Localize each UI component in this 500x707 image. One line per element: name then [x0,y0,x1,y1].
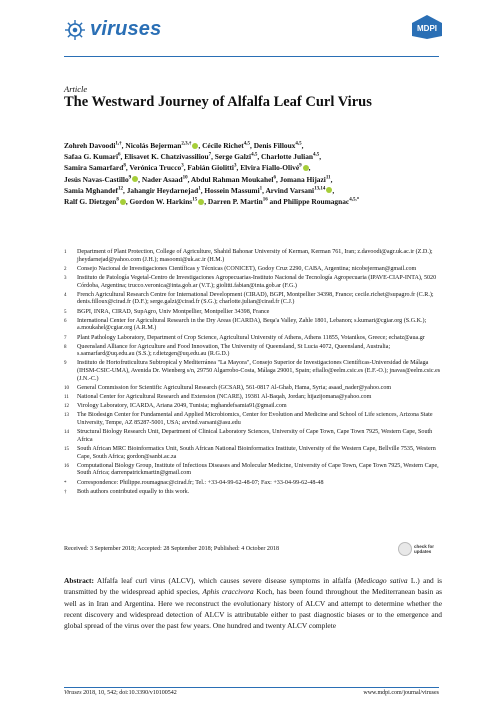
abstract-label: Abstract: [64,576,94,585]
author-affiliation-ref: 10 [182,175,188,181]
affiliation-text: Consejo Nacional de Investigaciones Científicas y Técnicas (CONICET), Godoy Cruz 2290, CABA, Argentina; nicobejerman@gmail.com [77,265,417,272]
affiliation-text: South African MRC Bioinformatics Unit, South African National Bioinformatics Institute, University of the Western Cape, Bellville 7535, Western Cape, South Africa; gordon@sanbi.ac.za [77,445,436,460]
journal-name: viruses [90,18,162,40]
affiliation-number: 14 [64,430,69,436]
affiliation-item [64,335,444,343]
author-name: , [308,163,311,173]
affiliation-number: 9 [64,361,67,367]
affiliation-text: Computational Biology Group, Institute of Infectious Diseases and Molecular Medicine, University of Cape Town, Cape Town 7925, Western Cape, South Africa; darrenpatrickmartin@gmail.com [77,462,439,477]
affiliation-number: 6 [64,318,67,324]
author-name: Ralf G. Dietzgen [64,197,117,207]
author-affiliation-ref: 4,5 [251,152,258,158]
affiliation-number: 10 [64,385,69,391]
page-title: The Westward Journey of Alfalfa Leaf Curl Virus [64,94,372,110]
affiliation-number: * [64,480,67,486]
author-line [64,140,444,151]
author-affiliation-ref: 3 [234,163,237,169]
affiliation-text: Department of Plant Protection, College of Agriculture, Shahid Bahonar University of Kerman, Kerman 761, Iran; z.davoodi@agr.uk.ac.ir (Z.D.); jheydarnejad@yahoo.com (J.H.); masoomi@uk.ac.ir (H.M.) [77,249,433,263]
affiliation-text: BGPI, INRA, CIRAD, SupAgro, Univ Montpellier, Montpellier 34398, France [77,308,270,315]
affiliation-item [64,463,444,478]
affiliation-item [64,489,444,497]
affiliation-item [64,360,444,383]
author-name: , Denis Filloux [250,141,296,150]
updates-line1: check for [414,544,435,549]
author-affiliation-ref: 12 [118,186,123,192]
author-affiliation-ref: 4,5 [243,141,250,147]
abstract [64,575,442,631]
author-name: , Darren P. Martin [204,197,263,207]
affiliation-number: † [64,489,67,495]
affiliation-number: 4 [64,292,67,298]
author-name: Samira Samarfard [64,163,124,173]
affiliation-text: General Commission for Scientific Agricultural Research (GCSAR), 561-0817 Al-Ghab, Hama, Syria; asaad_nader@yahoo.com [77,384,392,391]
page-footer [64,690,439,696]
author-name: , Cécile Richet [198,141,244,150]
author-affiliation-ref: 4,5,* [349,197,360,203]
author-line [64,151,444,162]
author-name: , Jomana Hijazi [275,174,326,184]
affiliation-text: International Center for Agricultural Research in the Dry Areas (ICARDA), Beqa'a Valley, Zahle 1801, Lebanon; s.kumari@cgiar.org (S.G.K.); a.moukahel@cgiar.org (A.R.M.) [77,317,427,332]
author-name: and Philippe Roumagnac [267,197,350,207]
author-name: , Hossein Massumi [200,185,260,195]
affiliation-item [64,344,444,359]
affiliation-text: Virology Laboratory, ICARDA, Ariana 2049, Tunisia; mghandefsamia91@gmail.com [77,403,287,410]
journal-header [64,14,444,44]
author-affiliation-ref: 3 [181,163,184,169]
affiliation-number: 5 [64,309,67,315]
author-affiliation-ref: 15 [192,197,198,203]
author-name: , Nicolás Bejerman [121,141,182,150]
author-name: , [330,174,333,184]
affiliation-item [64,412,444,427]
affiliation-item [64,318,444,333]
affiliation-text: Plant Pathology Laboratory, Department of Crop Science, Agricultural University of Athens, Athens 11855, Votanikos, Greece; echatz@aua.gr [77,334,425,341]
author-affiliation-ref: 1 [198,186,201,192]
refresh-icon [398,542,412,556]
affiliation-item [64,429,444,444]
author-affiliation-ref: 13,14 [314,186,326,192]
author-affiliation-ref: 16 [262,197,268,203]
author-affiliation-ref: 8 [123,163,126,169]
abstract-text-1: Alfalfa leaf curl virus (ALCV), which causes severe disease symptoms in alfalfa ( [93,576,358,585]
author-affiliation-ref: 2,3,† [181,141,192,147]
author-affiliation-ref: 7 [208,152,212,158]
author-name: , Elvira Fiallo-Olivé [236,163,300,173]
affiliation-text: Instituto de Patología Vegetal-Centro de Investigaciones Agropecuarias-Instituto Nacional de Tecnología Agropecuaria (IPAVE-CIAP-INTA), 5020 Córdoba, Argentina; trucco.veronica@inta.gob.ar (V.T.); giolitti.fabian@inta.gob.ar (F.G.) [77,274,437,289]
abstract-italic-2: Aphis craccivora [202,587,254,597]
author-name: , Abdul Rahman Moukahel [187,174,274,184]
check-for-updates-button[interactable] [398,541,440,557]
author-name: , Verónica Trucco [125,163,182,173]
affiliation-number: 13 [64,413,69,419]
author-name: , Arvind Varsani [262,185,315,195]
affiliation-text: Structural Biology Research Unit, Department of Clinical Laboratory Sciences, University of Cape Town, Cape Town 7925, Western Cape, South Africa [77,429,433,443]
author-name: , Nader Asaad [138,174,183,184]
affiliation-item [64,249,444,264]
abstract-italic-1: Medicago sativa [357,576,408,585]
author-affiliation-ref: 8 [116,197,119,203]
author-name: Zohreh Davoodi [64,141,116,150]
author-affiliation-ref: 1,† [115,141,122,147]
affiliation-item [64,275,444,290]
affiliation-item [64,266,444,274]
abstract-text-2: L.) and is transmitted by the widespread aphid species, [64,576,443,597]
author-name: , Gordon W. Harkins [125,197,193,207]
affiliation-number: 3 [64,275,67,281]
abstract-text-3: Koch, has been found throughout the Mediterranean basin as well as in Iran and Argentina. Here we reconstruct the evolutionary history of ALCV and attempt to determine whether the recent discovery and widespread detection of ALCV is attributable either to past diagnostic biases or to the emergence and global spread of the virus over the past few years. One hundred and twenty ALCV complete [64,587,442,631]
author-affiliation-ref: 9 [128,175,132,181]
mdpi-logo [410,14,444,40]
author-affiliation-ref: 4,5 [295,141,302,147]
author-line [64,174,444,185]
virus-icon [64,19,86,41]
affiliation-number: 16 [64,463,69,469]
author-name: , Elisavet K. Chatzivassiliou [120,152,209,162]
author-name: Jesús Navas-Castillo [64,174,129,184]
citation-journal: Viruses [64,690,82,696]
affiliation-number: 7 [64,335,67,341]
author-name: , Fabián Giolitti [183,163,234,173]
author-name: , Serge Galzi [211,152,252,162]
author-name: Safaa G. Kumari [64,152,118,162]
author-affiliation-ref: 1 [259,186,263,192]
author-line [64,162,444,173]
affiliation-text: Instituto de Hortofruticultura Subtropical y Mediterránea "La Mayora", Consejo Superior de Investigaciones Científicas-Universidad de Málaga (IHSM-CSIC-UMA), Avenida Dr. Wienberg s/n, 29750 Algarrobo-Costa, Málaga 29001, Spain; efiallo@eelm.csic.es (E.F.-O.); jnavas@eelm.csic.es (J.N.-C.) [77,360,441,382]
author-name: , [319,152,322,162]
affiliation-number: 11 [64,395,69,401]
author-name: , [332,185,335,195]
publication-dates: Received: 3 September 2018; Accepted: 28 September 2018; Published: 4 October 2018 [64,546,280,552]
affiliation-text: National Center for Agricultural Research and Extension (NCARE), 19381 Al-Baqah, Jordan; hijazijomana@yahoo.com [77,394,372,401]
author-name: , Charlotte Julian [257,152,313,162]
affiliation-list [64,249,444,498]
affiliation-text: Both authors contributed equally to this work. [77,488,190,495]
affiliation-item [64,446,444,461]
author-name: Samia Mghandef [64,185,118,195]
affiliation-number: 1 [64,250,67,255]
affiliation-text: Correspondence: Philippe.roumagnac@cirad.fr; Tel.: +33-04-99-62-48-07; Fax: +33-04-99-62-48-48 [77,479,324,486]
updates-line2: updates [414,549,432,554]
journal-logo [64,18,161,41]
author-name: , [301,141,304,150]
affiliation-text: The Biodesign Center for Fundamental and Applied Microbiomics, Center for Evolution and Medicine and School of Life sciences, Arizona State University, Tempe, AZ 85287-5001, USA; arvind.varsani@asu.edu [77,412,433,426]
affiliation-text: French Agricultural Research Centre for International Development (CIRAD), BGPI, Montpellier 34398, France; cecile.richet@supagro.fr (C.R.); denis.filloux@cirad.fr (D.F.); serge.galzi@cirad.fr (S.G.); charlotte.julian@cirad.fr (C.J.) [77,291,434,306]
affiliation-text: Queensland Alliance for Agriculture and Food Innovation, The University of Queensland, St Lucia 4072, Queensland, Australia; s.samarfard@uq.edu.au (S.S.); r.dietzgen@uq.edu.au (R.G.D.) [77,343,391,358]
author-list [64,140,444,207]
affiliation-item [64,292,444,307]
affiliation-number: 15 [64,446,69,452]
author-affiliation-ref: 9 [299,163,302,169]
header-rule [64,56,439,57]
author-affiliation-ref: 11 [325,175,331,181]
affiliation-item [64,403,444,411]
article-type: Article [64,84,88,94]
footer-rule [64,687,439,688]
affiliation-number: 8 [64,344,67,350]
affiliation-item [64,309,444,317]
citation-details: 2018, 10, 542; doi:10.3390/v10100542 [81,690,177,696]
affiliation-item [64,480,444,488]
affiliation-item [64,394,444,402]
author-name: , Jahangir Heydarnejad [123,185,199,195]
affiliation-number: 2 [64,266,67,272]
author-affiliation-ref: 4,5 [313,152,320,158]
affiliation-item [64,385,444,393]
author-line [64,196,444,207]
author-affiliation-ref: 6 [118,152,121,158]
mdpi-logo-text: MDPI [417,24,437,33]
author-line [64,185,444,196]
author-affiliation-ref: 6 [273,175,276,181]
affiliation-number: 12 [64,404,69,410]
journal-url[interactable]: www.mdpi.com/journal/viruses [363,690,439,696]
citation [64,690,177,696]
